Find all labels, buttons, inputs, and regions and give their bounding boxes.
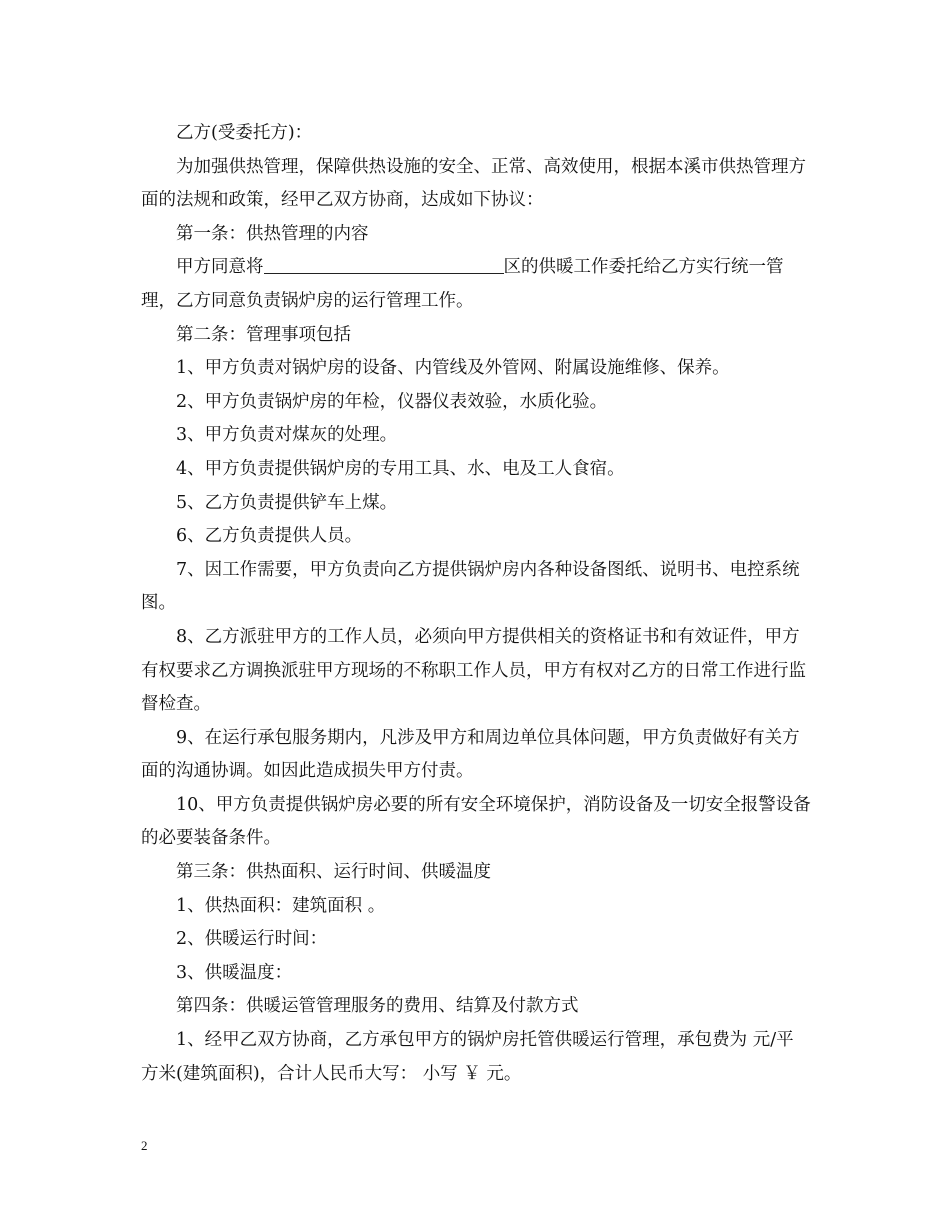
list-item: 8、乙方派驻甲方的工作人员，必须向甲方提供相关的资格证书和有效证件，甲方有权要求乙方调换派驻甲方现场的不称职工作人员，甲方有权对乙方的日常工作进行监督检查。 [141,626,806,715]
text-after-blank: 区的供暖工作委托给乙方实行统一管理，乙方同意负责锅炉房的运行管理工作。 [141,257,784,311]
list-item: 9、在运行承包服务期内，凡涉及甲方和周边单位具体问题，甲方负责做好有关方面的沟通协调。如因此造成损失甲方付责。 [141,727,800,782]
page-number: 2 [141,1138,148,1153]
fill-in-blank [264,255,504,274]
list-item: 1、经甲乙双方协商，乙方承包甲方的锅炉房托管供暖运行管理，承包费为 元/平方米(建筑面积)，合计人民币大写： 小写 ￥ 元。 [141,1030,794,1084]
list-item: 10、甲方负责提供锅炉房必要的所有安全环境保护，消防设备及一切安全报警设备的必要装备条件。 [141,794,811,849]
section-heading: 第三条：供热面积、运行时间、供暖温度 [176,862,491,883]
section-heading: 第一条：供热管理的内容 [176,223,369,244]
list-item: 1、供热面积：建筑面积 。 [176,895,386,916]
list-item: 6、乙方负责提供人员。 [176,526,363,547]
list-item: 2、供暖运行时间： [176,929,328,950]
list-item: 3、供暖温度： [176,962,293,983]
paragraph-with-blank [141,251,811,318]
list-item: 5、乙方负责提供铲车上煤。 [176,492,398,513]
document-body [141,117,811,1091]
section-heading: 第四条：供暖运管管理服务的费用、结算及付款方式 [176,996,579,1017]
paragraph: 乙方(受委托方)： [176,123,313,143]
section-heading: 第二条：管理事项包括 [176,324,351,345]
list-item: 2、甲方负责锅炉房的年检，仪器仪表效验，水质化验。 [176,391,608,412]
text-before-blank: 甲方同意将 [176,257,264,278]
list-item: 4、甲方负责提供锅炉房的专用工具、水、电及工人食宿。 [176,458,625,479]
list-item: 1、甲方负责对锅炉房的设备、内管线及外管网、附属设施维修、保养。 [176,358,730,379]
list-item: 3、甲方负责对煤灰的处理。 [176,425,398,446]
list-item: 7、因工作需要，甲方负责向乙方提供锅炉房内各种设备图纸、说明书、电控系统图。 [141,559,800,614]
paragraph: 为加强供热管理，保障供热设施的安全、正常、高效使用，根据本溪市供热管理方面的法规和政策，经甲乙双方协商，达成如下协议： [141,156,806,211]
